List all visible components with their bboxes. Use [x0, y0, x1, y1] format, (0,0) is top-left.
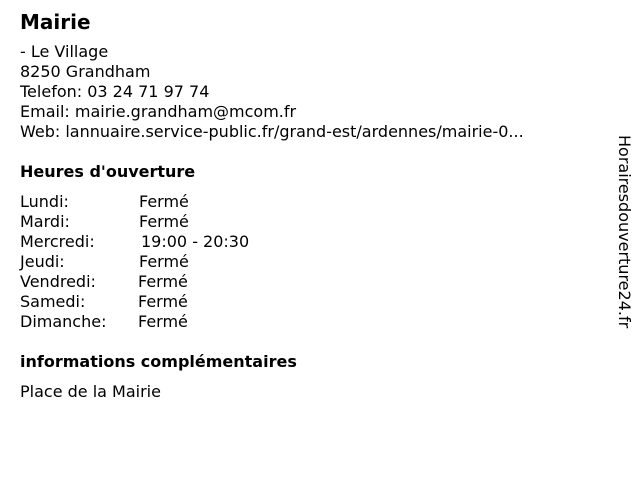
hours-row-saturday: [20, 292, 600, 312]
info-heading: informations complémentaires: [20, 352, 297, 371]
brand-watermark: Horairesdouverture24.fr: [615, 135, 634, 329]
phone-text: Telefon: 03 24 71 97 74: [20, 82, 210, 101]
place-card: [20, 10, 600, 402]
day-label: Samedi:: [20, 292, 86, 311]
hours-row-wednesday: [20, 232, 600, 252]
day-hours: Fermé: [139, 212, 189, 231]
hours-row-tuesday: [20, 212, 600, 232]
web-text: Web: lannuaire.service-public.fr/grand-est/ardennes/mairie-0...: [20, 122, 524, 141]
place-title: Mairie: [20, 10, 91, 34]
address-line-2: 8250 Grandham: [20, 62, 151, 81]
day-label: Mardi:: [20, 212, 70, 231]
day-hours: Fermé: [139, 252, 189, 271]
day-label: Lundi:: [20, 192, 69, 211]
hours-row-monday: [20, 192, 600, 212]
hours-table: [20, 192, 600, 332]
day-hours: Fermé: [138, 312, 188, 331]
hours-row-sunday: [20, 312, 600, 332]
hours-heading: Heures d'ouverture: [20, 162, 196, 181]
info-text: Place de la Mairie: [20, 382, 161, 401]
day-hours: Fermé: [139, 192, 189, 211]
address-line-1: - Le Village: [20, 42, 109, 61]
day-hours: Fermé: [138, 272, 188, 291]
day-label: Vendredi:: [20, 272, 96, 291]
hours-row-thursday: [20, 252, 600, 272]
email-text: Email: mairie.grandham@mcom.fr: [20, 102, 297, 121]
day-label: Mercredi:: [20, 232, 95, 251]
day-hours: Fermé: [138, 292, 188, 311]
hours-row-friday: [20, 272, 600, 292]
day-label: Dimanche:: [20, 312, 107, 331]
day-label: Jeudi:: [20, 252, 65, 271]
day-hours: 19:00 - 20:30: [141, 232, 250, 251]
